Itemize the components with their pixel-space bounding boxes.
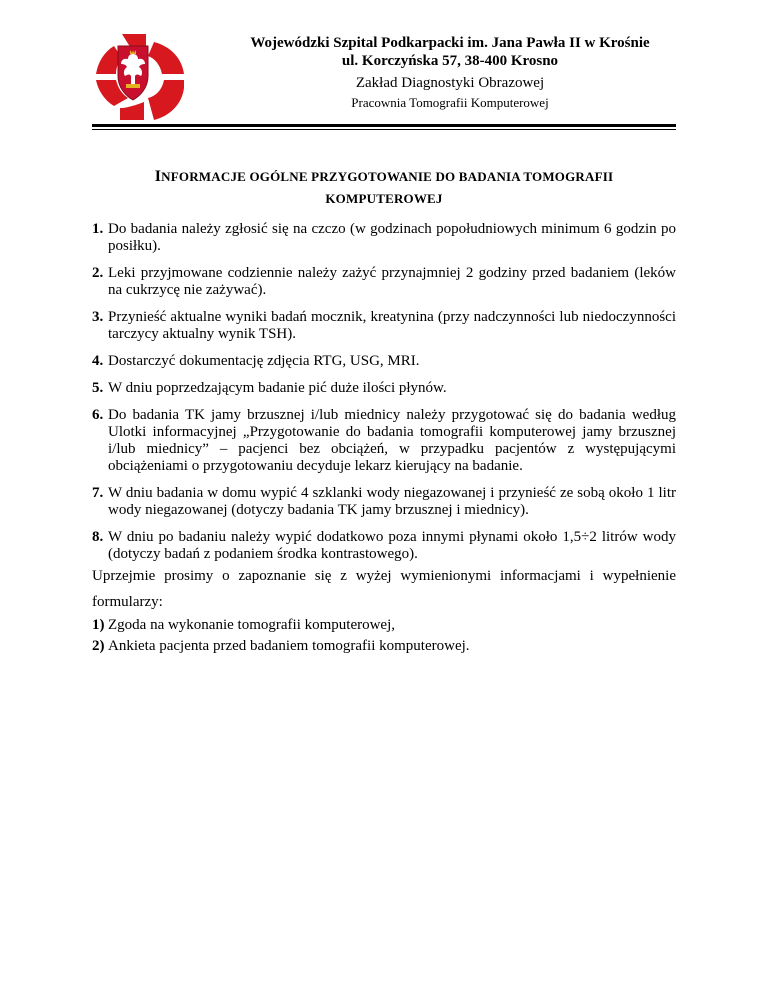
form-text: Ankieta pacjenta przed badaniem tomografii komputerowej. — [108, 638, 470, 654]
item-number: 8. — [92, 529, 104, 545]
hospital-address: ul. Korczyńska 57, 38-400 Krosno — [341, 53, 559, 69]
item-text: Dostarczyć dokumentację zdjęcia RTG, USG, MRI. — [108, 353, 420, 369]
hospital-name: Wojewódzki Szpital Podkarpacki im. Jana Pawła II w Krośnie — [250, 35, 650, 51]
document-title — [92, 166, 676, 210]
item-number: 2. — [92, 265, 104, 281]
title-line-1: NFORMACJE OGÓLNE PRZYGOTOWANIE DO BADANIA TOMOGRAFII — [161, 169, 614, 184]
department-name: Zakład Diagnostyki Obrazowej — [355, 75, 545, 91]
list-item — [92, 221, 676, 255]
item-number: 6. — [92, 407, 104, 423]
closing-paragraph: Uprzejmie prosimy o zapoznanie się z wyżej wymienionymi informacjami i wypełnienie formularzy: — [92, 568, 676, 610]
item-text: Leki przyjmowane codziennie należy zażyć przynajmniej 2 godziny przed badaniem (leków na cukrzycę nie zażywać). — [108, 265, 676, 298]
item-text: Przynieść aktualne wyniki badań mocznik, kreatynina (przy nadczynności lub niedoczynności tarczycy aktualny wynik TSH). — [108, 309, 676, 342]
list-item — [92, 380, 676, 397]
letterhead — [190, 34, 710, 111]
item-number: 4. — [92, 353, 104, 369]
list-item — [92, 353, 676, 370]
item-number: 7. — [92, 485, 104, 501]
list-item — [92, 485, 676, 519]
list-item — [92, 529, 676, 563]
hospital-crest-with-cross-icon — [92, 28, 188, 124]
item-number: 5. — [92, 380, 104, 396]
unit-name: Pracownia Tomografii Komputerowej — [351, 95, 549, 110]
form-list-item — [92, 638, 676, 655]
header-divider-thin — [92, 129, 676, 130]
form-list-item — [92, 617, 676, 634]
item-text: W dniu badania w domu wypić 4 szklanki wody niegazowanej i przynieść ze sobą około 1 litr wody niegazowanej (dotyczy badania TK jamy brzusznej i miednicy). — [108, 485, 676, 518]
item-number: 1. — [92, 221, 104, 237]
title-line-2: KOMPUTEROWEJ — [325, 191, 443, 206]
list-item — [92, 407, 676, 475]
title-initial: I — [154, 168, 162, 185]
item-text: W dniu poprzedzającym badanie pić duże ilości płynów. — [108, 380, 447, 396]
item-number: 3. — [92, 309, 104, 325]
form-number: 2) — [92, 638, 105, 654]
forms-list — [92, 617, 676, 659]
instruction-list — [92, 221, 676, 573]
item-text: W dniu po badaniu należy wypić dodatkowo poza innymi płynami około 1,5÷2 litrów wody (dotyczy badań z podaniem środka kontrastowego). — [108, 529, 676, 562]
list-item — [92, 265, 676, 299]
item-text: Do badania TK jamy brzusznej i/lub miednicy należy przygotować się do badania według Ulotki informacyjnej „Przygotowanie do badania tomografii komputerowej jamy brzusznej i/lub miednicy” – pacjenci bez obciążeń, w przypadku pacjentów z występującymi obciążeniami o przygotowaniu decyduje lekarz kierujący na badanie. — [108, 407, 676, 474]
item-text: Do badania należy zgłosić się na czczo (w godzinach popołudniowych minimum 6 godzin po posiłku). — [108, 221, 676, 254]
list-item — [92, 309, 676, 343]
header-divider-thick — [92, 124, 676, 127]
form-text: Zgoda na wykonanie tomografii komputerowej, — [108, 617, 396, 633]
form-number: 1) — [92, 617, 105, 633]
